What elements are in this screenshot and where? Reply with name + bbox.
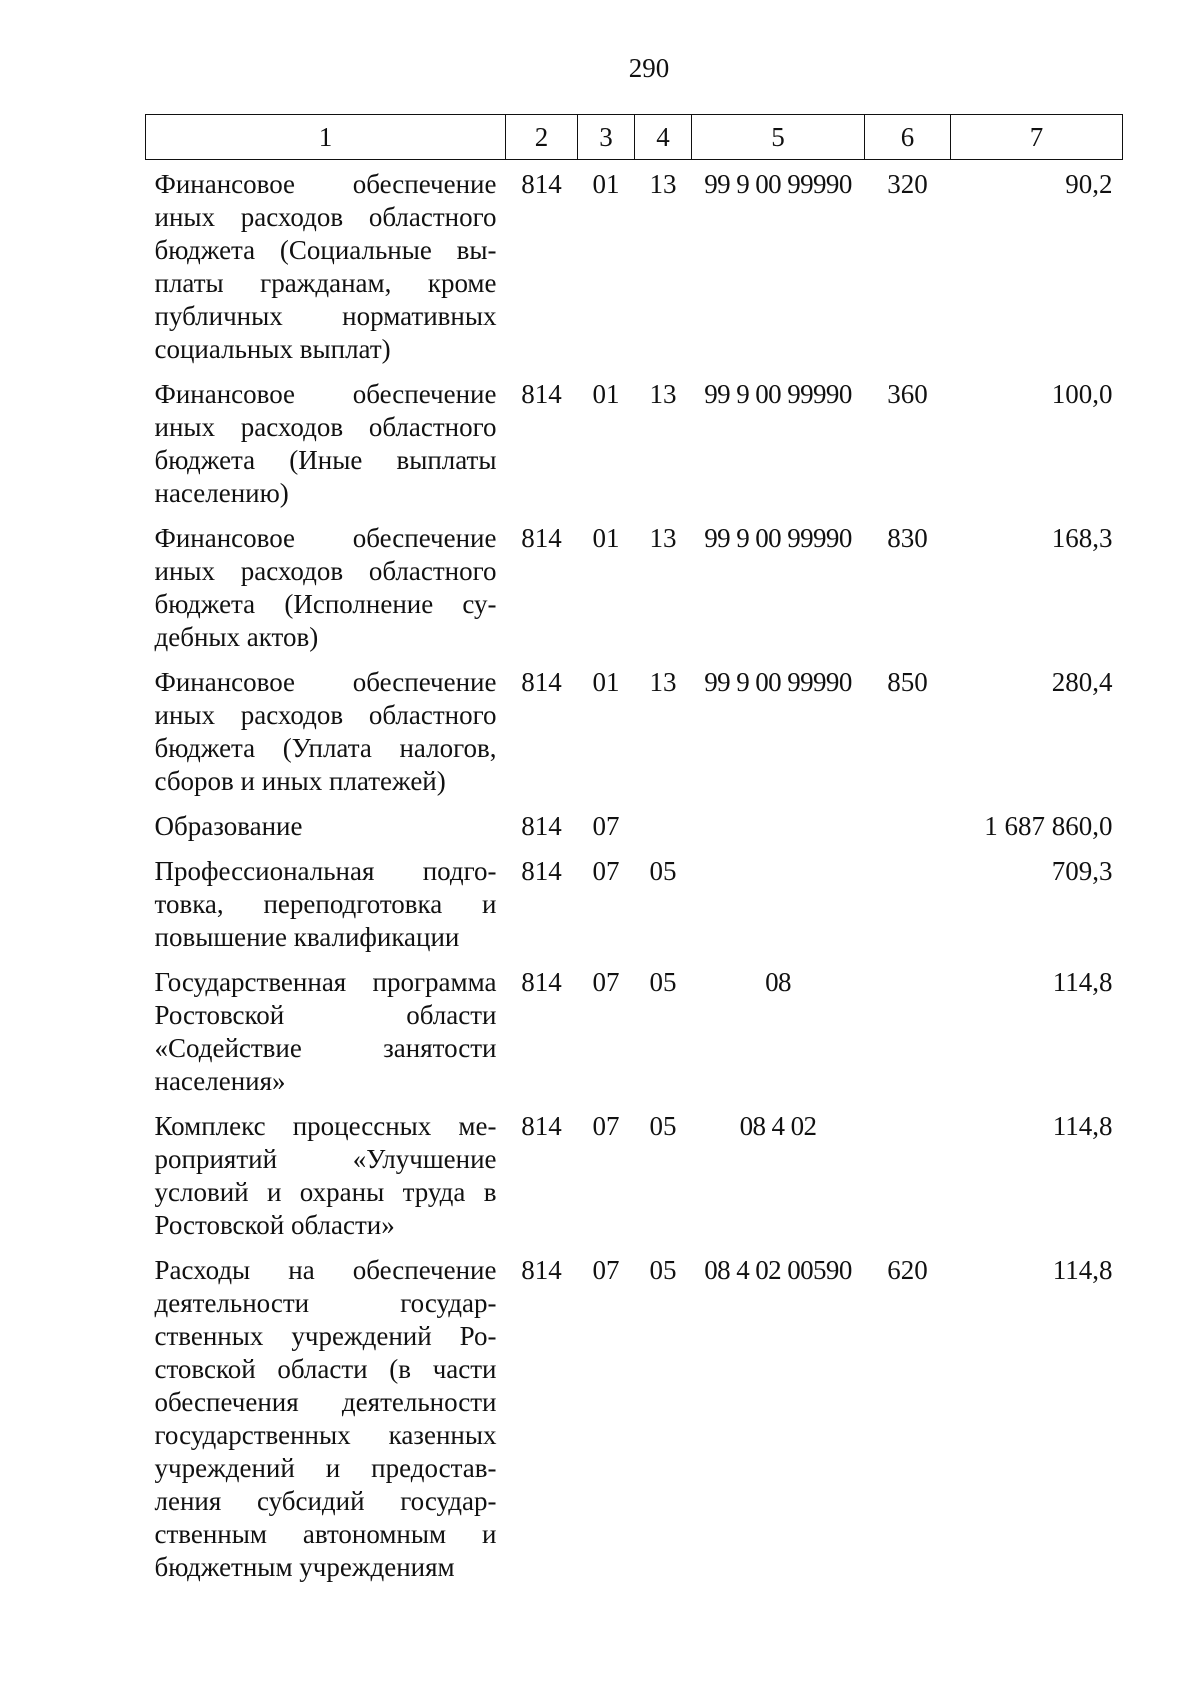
subsection-code: 13 [649, 523, 677, 553]
expense-type-code [865, 855, 951, 966]
table-row [146, 666, 1123, 810]
column-header-1: 1 [146, 115, 506, 160]
subsection-code: 13 [649, 379, 677, 409]
target-article-code: 08 4 02 00590 [704, 1255, 852, 1285]
ministry-code: 814 [521, 169, 562, 199]
section-code: 07 [592, 1255, 620, 1285]
section-code: 01 [592, 169, 620, 199]
amount: 168,3 [1051, 523, 1113, 553]
expense-type-code [865, 966, 951, 1110]
expense-type-code: 850 [887, 667, 928, 697]
target-article-code: 08 [765, 967, 791, 997]
table-row [146, 810, 1123, 855]
subsection-code: 05 [649, 967, 677, 997]
section-code: 01 [592, 667, 620, 697]
column-header-6: 6 [865, 115, 951, 160]
section-code: 07 [592, 811, 620, 841]
table-header-row [146, 115, 1123, 160]
ministry-code: 814 [521, 856, 562, 886]
section-code: 01 [592, 379, 620, 409]
ministry-code: 814 [521, 667, 562, 697]
target-article-code: 99 9 00 99990 [704, 169, 852, 199]
amount: 90,2 [1065, 169, 1113, 199]
amount: 280,4 [1051, 667, 1113, 697]
subsection-code: 05 [649, 1255, 677, 1285]
column-header-4: 4 [635, 115, 692, 160]
ministry-code: 814 [521, 523, 562, 553]
column-header-5: 5 [692, 115, 865, 160]
ministry-code: 814 [521, 967, 562, 997]
target-article-code: 08 4 02 [739, 1111, 817, 1141]
row-name: Расходы на обеспечение деятельности государственных учреждений Ростовской области (в части обеспечения деятельности государственных казенных учреждений и предоставления субсидий государственным автономным и бюджетным учреждениям [154, 1255, 497, 1582]
section-code: 07 [592, 967, 620, 997]
subsection-code: 13 [649, 169, 677, 199]
row-name: Финансовое обеспечение иных расходов областного бюджета (Социальные выплаты гражданам, кроме публичных нормативных социальных выплат) [154, 169, 497, 364]
page-number: 290 [628, 53, 670, 83]
amount: 100,0 [1051, 379, 1113, 409]
column-header-2: 2 [506, 115, 578, 160]
subsection-code: 05 [649, 1111, 677, 1141]
amount: 114,8 [1052, 1111, 1113, 1141]
row-name: Финансовое обеспечение иных расходов областного бюджета (Иные выплаты населению) [154, 379, 497, 508]
target-article-code: 99 9 00 99990 [704, 379, 852, 409]
row-name: Комплекс процессных мероприятий «Улучшение условий и охраны труда в Ростовской области» [154, 1111, 497, 1240]
expense-type-code: 360 [887, 379, 928, 409]
table-row [146, 160, 1123, 379]
amount: 114,8 [1052, 967, 1113, 997]
expense-type-code [865, 810, 951, 855]
amount: 1 687 860,0 [984, 811, 1113, 841]
table-row [146, 855, 1123, 966]
subsection-code: 05 [649, 856, 677, 886]
section-code: 07 [592, 856, 620, 886]
row-name: Профессиональная подготовка, переподготовка и повышение квалификации [154, 856, 497, 952]
expense-type-code: 620 [887, 1255, 928, 1285]
budget-table [145, 114, 1123, 1596]
target-article-code [692, 855, 865, 966]
row-name: Образование [154, 811, 303, 841]
section-code: 07 [592, 1111, 620, 1141]
amount: 114,8 [1052, 1255, 1113, 1285]
expense-type-code: 320 [887, 169, 928, 199]
table-row [146, 1110, 1123, 1254]
ministry-code: 814 [521, 811, 562, 841]
table-row [146, 966, 1123, 1110]
table-row [146, 1254, 1123, 1596]
target-article-code: 99 9 00 99990 [704, 667, 852, 697]
table-row [146, 378, 1123, 522]
row-name: Государственная программа Ростовской области «Содействие занятости населения» [154, 967, 497, 1096]
subsection-code: 13 [649, 667, 677, 697]
subsection-code [635, 810, 692, 855]
table-row [146, 522, 1123, 666]
section-code: 01 [592, 523, 620, 553]
expense-type-code [865, 1110, 951, 1254]
target-article-code: 99 9 00 99990 [704, 523, 852, 553]
column-header-3: 3 [578, 115, 635, 160]
ministry-code: 814 [521, 1111, 562, 1141]
ministry-code: 814 [521, 1255, 562, 1285]
amount: 709,3 [1051, 856, 1113, 886]
ministry-code: 814 [521, 379, 562, 409]
column-header-7: 7 [951, 115, 1123, 160]
expense-type-code: 830 [887, 523, 928, 553]
target-article-code [692, 810, 865, 855]
row-name: Финансовое обеспечение иных расходов областного бюджета (Исполнение судебных актов) [154, 523, 497, 652]
row-name: Финансовое обеспечение иных расходов областного бюджета (Уплата налогов, сборов и иных платежей) [154, 667, 497, 796]
